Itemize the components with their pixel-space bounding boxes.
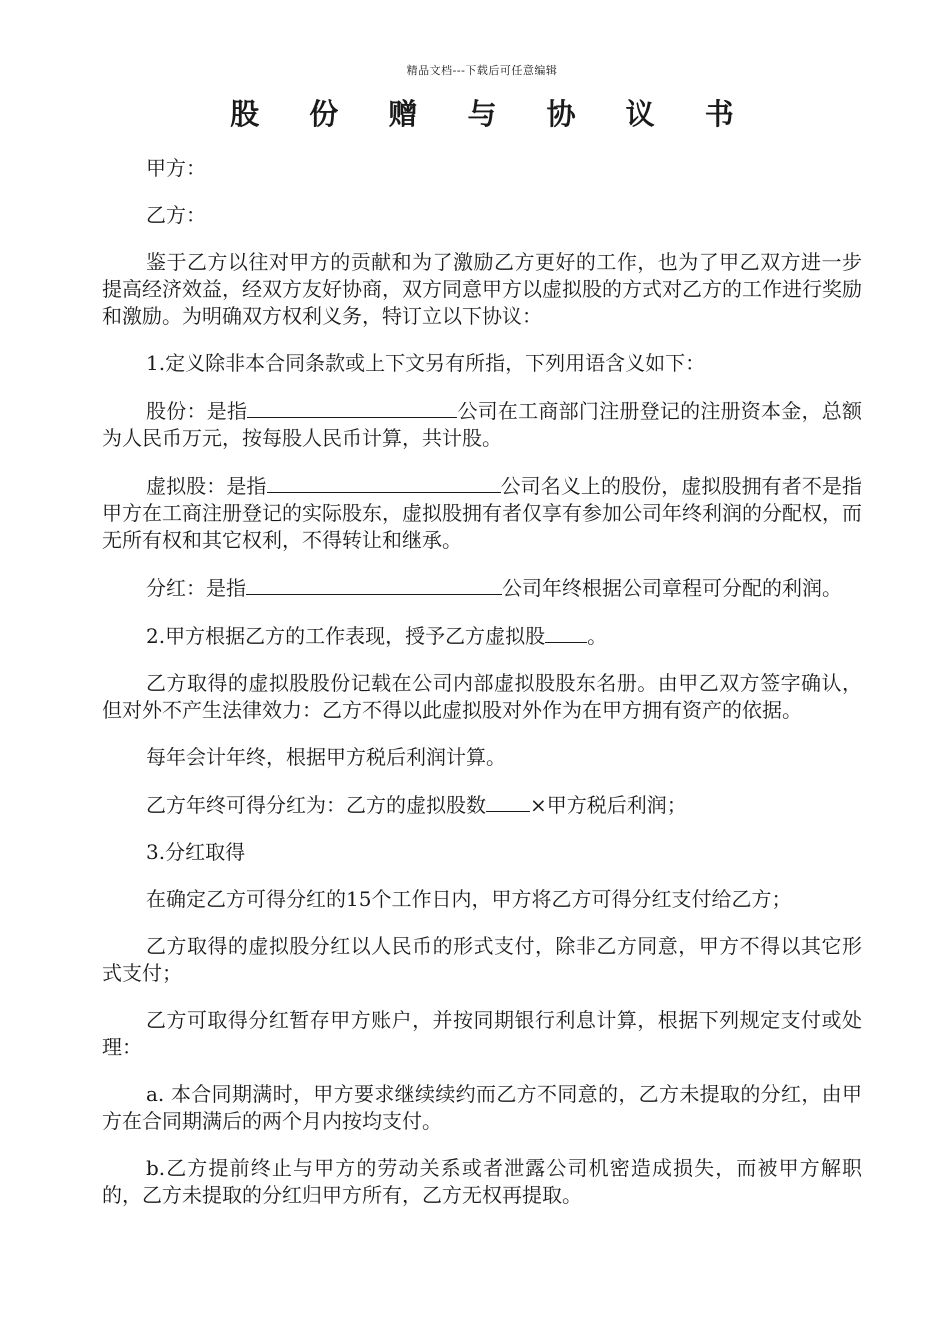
dividend-formula <box>102 791 862 819</box>
definition-shares-suffix: 公司在工商部门注册登记的注册资本金，总额为人民币万元，按每股人民币计算，共计股。 <box>102 399 863 450</box>
definition-dividend-suffix: 公司年终根据公司章程可分配的利润。 <box>502 576 842 600</box>
blank-grant-amount <box>545 622 587 643</box>
clause-b-paragraph: b.乙方提前终止与甲方的劳动关系或者泄露公司机密造成损失，而被甲方解职的，乙方未提取的分红归甲方所有，乙方无权再提取。 <box>102 1156 862 1207</box>
party-a-line: 甲方： <box>146 156 206 180</box>
definition-virtual-prefix: 虚拟股：是指 <box>146 474 267 498</box>
section-2-suffix: 。 <box>587 624 608 648</box>
definition-virtual-shares <box>102 472 862 554</box>
rmb-payment-paragraph: 乙方取得的虚拟股分红以人民币的形式支付，除非乙方同意，甲方不得以其它形式支付； <box>102 934 862 985</box>
intro-paragraph: 鉴于乙方以往对甲方的贡献和为了激励乙方更好的工作，也为了甲乙双方进一步提高经济效益，经双方友好协商，双方同意甲方以虚拟股的方式对乙方的工作进行奖励和激励。为明确双方权利义务，特订立以下协议： <box>102 250 862 328</box>
definition-dividend-prefix: 分红：是指 <box>146 576 246 600</box>
record-paragraph: 乙方取得的虚拟股股份记载在公司内部虚拟股股东名册。由甲乙双方签字确认，但对外不产生法律效力：乙方不得以此虚拟股对外作为在甲方拥有资产的依据。 <box>102 671 862 722</box>
blank-virtual-company <box>267 472 501 493</box>
definition-virtual-suffix: 公司名义上的股份，虚拟股拥有者不是指甲方在工商注册登记的实际股东，虚拟股拥有者仅享有参加公司年终利润的分配权，而无所有权和其它权利，不得转让和继承。 <box>102 474 862 552</box>
definition-shares <box>102 397 862 452</box>
section-2-grant <box>102 622 862 650</box>
annual-calc-paragraph: 每年会计年终，根据甲方税后利润计算。 <box>146 745 506 769</box>
document-title: 股 份 赠 与 协 议 书 <box>230 97 754 131</box>
definition-dividend <box>102 574 862 602</box>
party-b-line: 乙方： <box>146 203 206 227</box>
blank-shares-company <box>247 397 457 418</box>
formula-suffix: ×甲方税后利润； <box>530 793 687 817</box>
blank-virtual-share-count <box>486 791 530 812</box>
section-1-heading: 1.定义除非本合同条款或上下文另有所指，下列用语含义如下： <box>146 351 706 375</box>
formula-prefix: 乙方年终可得分红为：乙方的虚拟股数 <box>146 793 486 817</box>
payment-15-days-paragraph: 在确定乙方可得分红的15个工作日内，甲方将乙方可得分红支付给乙方； <box>146 887 792 911</box>
page-header: 精品文档---下载后可任意编辑 <box>406 64 558 77</box>
section-2-prefix: 2.甲方根据乙方的工作表现，授予乙方虚拟股 <box>146 624 546 648</box>
definition-shares-prefix: 股份：是指 <box>146 399 248 423</box>
section-3-heading: 3.分红取得 <box>146 840 246 864</box>
deposit-paragraph: 乙方可取得分红暂存甲方账户，并按同期银行利息计算，根据下列规定支付或处理： <box>102 1008 862 1059</box>
blank-dividend-company <box>246 574 502 595</box>
clause-a-paragraph: a. 本合同期满时，甲方要求继续续约而乙方不同意的，乙方未提取的分红，由甲方在合同期满后的两个月内按均支付。 <box>102 1082 862 1133</box>
